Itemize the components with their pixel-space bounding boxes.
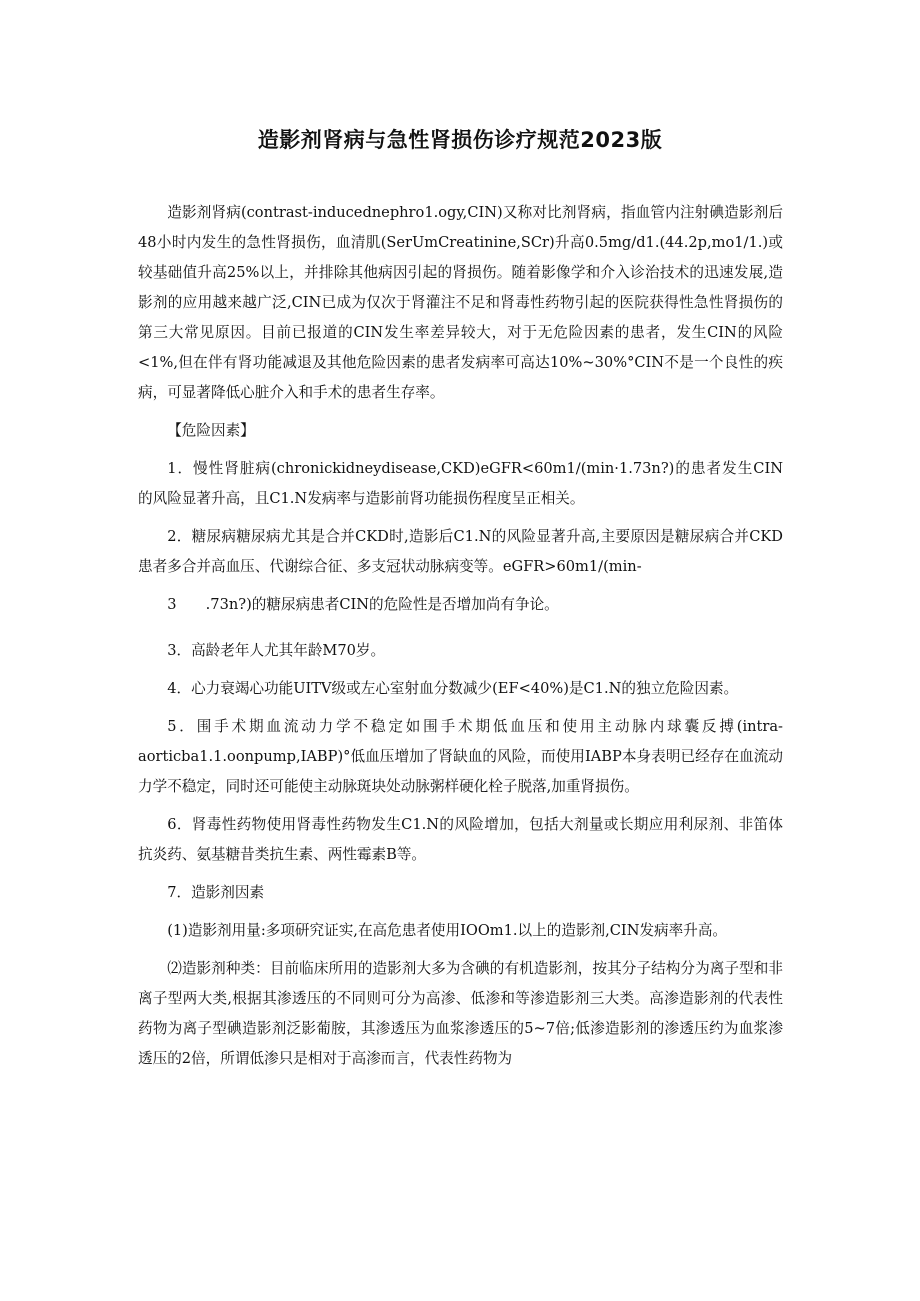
contrast-type-paragraph: ⑵造影剂种类：目前临床所用的造影剂大多为含碘的有机造影剂，按其分子结构分为离子型和非离子型两大类,根据其渗透压的不同则可分为高渗、低渗和等渗造影剂三大类。高渗造影剂的代表性药物为离子型碘造影剂泛影葡胺，其渗透压为血浆渗透压的5~7倍;低渗造影剂的渗透压约为血浆渗透压的2倍，所谓低渗只是相对于高渗而言，代表性药物为 — [138, 960, 783, 1067]
intro-paragraph: 造影剂肾病(contrast-inducednephro1.ogy,CIN)又称对比剂肾病，指血管内注射碘造影剂后48小时内发生的急性肾损伤，血清肌(SerUmCreatinine,SCr)升高0.5mg∕d1.(44.2p,mo1∕1.)或较基础值升高25%以上，并排除其他病因引起的肾损伤。随着影像学和介入诊治技术的迅速发展,造影剂的应用越来越广泛,CIN已成为仅次于肾灌注不足和肾毒性药物引起的医院获得性急性肾损伤的第三大常见原因。目前已报道的CIN发生率差异较大，对于无危险因素的患者，发生CIN的风险<1%,但在伴有肾功能减退及其他危险因素的患者发病率可高达10%~30%°CIN不是一个良性的疾病，可显著降低心脏介入和手术的患者生存率。 — [138, 204, 783, 401]
risk-factor-1: 1．慢性肾脏病(chronickidneydisease,CKD)eGFR<60m1∕(min·1.73n?)的患者发生CIN的风险显著升高，且C1.N发病率与造影前肾功能损伤程度呈正相关。 — [138, 460, 783, 507]
document-body — [138, 198, 783, 1082]
risk-factor-4: 4．心力衰竭心功能UITV级或左心室射血分数减少(EF<40%)是C1.N的独立危险因素。 — [167, 680, 739, 697]
risk-factor-5: 5．围手术期血流动力学不稳定如围手术期低血压和使用主动脉内球囊反搏(intra-aorticba1.1.oonpump,IABP)°低血压增加了肾缺血的风险，而使用IABP本身表明已经存在血流动力学不稳定，同时还可能使主动脉斑块处动脉粥样硬化栓子脱落,加重肾损伤。 — [138, 718, 783, 795]
risk-factor-2: 2．糖尿病糖尿病尤其是合并CKD时,造影后C1.N的风险显著升高,主要原因是糖尿病合并CKD患者多合并高血压、代谢综合征、多支冠状动脉病变等。eGFR>60m1∕(min- — [138, 528, 783, 575]
risk-factor-3: 3．高龄老年人尤其年龄M70岁。 — [167, 642, 386, 659]
risk-factor-6: 6．肾毒性药物使用肾毒性药物发生C1.N的风险增加，包括大剂量或长期应用利尿剂、非笛体抗炎药、氨基糖昔类抗生素、两性霉素B等。 — [138, 816, 783, 863]
section-heading-risk-factors: 【危险因素】 — [167, 422, 255, 439]
risk-factor-7: 7．造影剂因素 — [167, 884, 265, 901]
risk-factor-2-continuation: 3 .73n?)的糖尿病患者CIN的危险性是否增加尚有争论。 — [167, 596, 559, 613]
document-title: 造影剂肾病与急性肾损伤诊疗规范2023版 — [257, 128, 663, 152]
contrast-dose-paragraph: (1)造影剂用量:多项研究证实,在高危患者使用IOOm1.以上的造影剂,CIN发病率升高。 — [167, 922, 728, 939]
